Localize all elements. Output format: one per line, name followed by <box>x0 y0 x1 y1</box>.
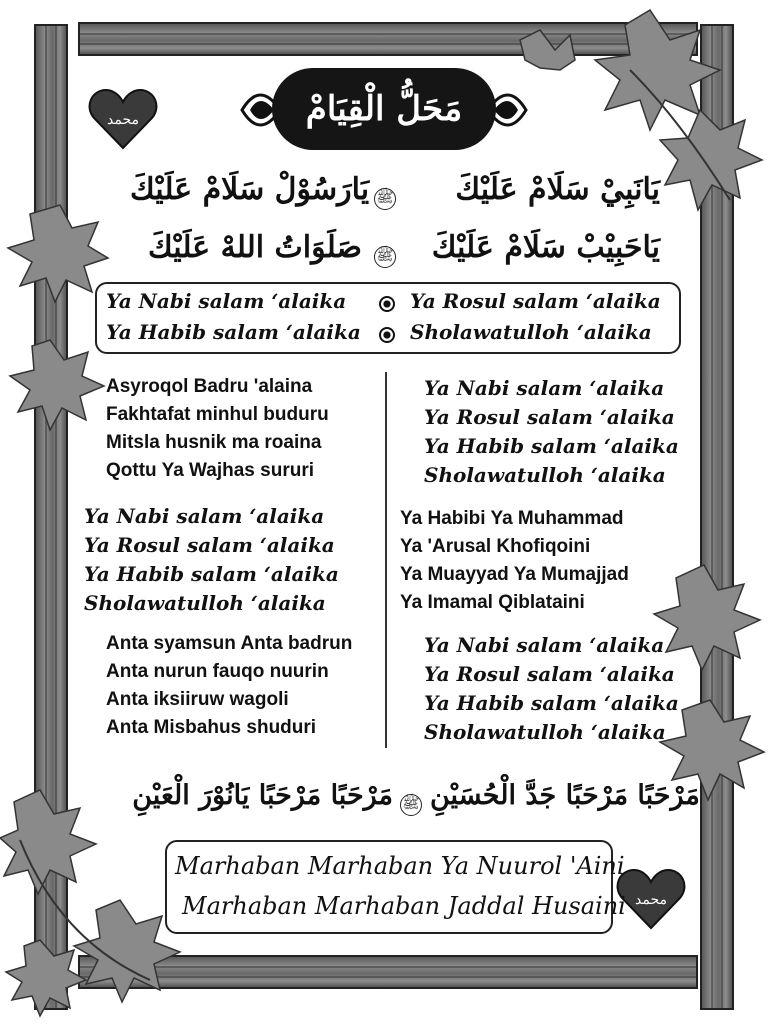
column-divider <box>385 372 387 748</box>
saw-symbol-2: ﷺ <box>374 246 396 268</box>
right-chorus1-line: Ya Nabi salam ‘alaika <box>424 376 665 400</box>
left-chorus-line: Ya Nabi salam ‘alaika <box>84 504 325 528</box>
bullet-icon <box>379 296 395 312</box>
left-chorus-line: Sholawatulloh ‘alaika <box>84 591 326 615</box>
right-chorus2-line: Sholawatulloh ‘alaika <box>424 720 666 744</box>
heart-muhammad-top-left-icon <box>88 88 158 150</box>
saw-symbol-3: ﷺ <box>400 794 422 816</box>
left-verse1-line: Asyroqol Badru 'alaina <box>106 376 313 397</box>
left-verse2-line: Anta nurun fauqo nuurin <box>106 661 329 682</box>
right-chorus1-line: Sholawatulloh ‘alaika <box>424 463 666 487</box>
arabic-line2-right: يَاحَبِيْبْ سَلَامْ عَلَيْكَ <box>431 230 660 265</box>
marhaban-latin-line2: Marhaban Marhaban Jaddal Husaini <box>182 892 626 920</box>
heart-text-top: محمد <box>107 112 139 128</box>
leaf-cluster-left-icon <box>0 200 110 450</box>
right-chorus2-line: Ya Nabi salam ‘alaika <box>424 633 665 657</box>
left-verse1-line: Mitsla husnik ma roaina <box>106 432 322 453</box>
right-verse-line: Ya Habibi Ya Muhammad <box>400 508 624 529</box>
left-verse2-line: Anta syamsun Anta badrun <box>106 633 353 654</box>
chorus-item: Sholawatulloh ‘alaika <box>410 320 652 344</box>
chorus-item: Ya Habib salam ‘alaika <box>106 320 361 344</box>
right-verse-line: Ya Muayyad Ya Mumajjad <box>400 564 629 585</box>
left-verse2-line: Anta Misbahus shuduri <box>106 717 317 738</box>
left-verse1-line: Qottu Ya Wajhas sururi <box>106 460 314 481</box>
heart-muhammad-bottom-right-icon <box>616 868 686 930</box>
right-verse-line: Ya 'Arusal Khofiqoini <box>400 536 591 557</box>
left-chorus-line: Ya Habib salam ‘alaika <box>84 562 339 586</box>
right-chorus1-line: Ya Habib salam ‘alaika <box>424 434 679 458</box>
page-title: مَحَلُّ الْقِيَامْ <box>272 68 496 150</box>
right-chorus1-line: Ya Rosul salam ‘alaika <box>424 405 675 429</box>
heart-text-bottom: محمد <box>635 892 667 908</box>
left-chorus-line: Ya Rosul salam ‘alaika <box>84 533 335 557</box>
bullet-icon <box>379 327 395 343</box>
chorus-item: Ya Rosul salam ‘alaika <box>410 289 661 313</box>
right-chorus2-line: Ya Rosul salam ‘alaika <box>424 662 675 686</box>
marhaban-latin-line1: Marhaban Marhaban Ya Nuurol 'Aini <box>175 852 625 880</box>
arabic-line1-right: يَانَبِيْ سَلَامْ عَلَيْكَ <box>455 172 660 207</box>
saw-symbol-1: ﷺ <box>374 188 396 210</box>
marhaban-arabic-right: مَرْحَبًا مَرْحَبًا يَانُوْرَ الْعَيْنِ <box>132 780 393 811</box>
arabic-line2-left: صَلَوَاتُ اللهْ عَلَيْكَ <box>148 230 363 265</box>
left-verse1-line: Fakhtafat minhul buduru <box>106 404 329 425</box>
marhaban-arabic-left: مَرْحَبًا مَرْحَبًا جَدَّ الْحُسَيْنِ <box>430 780 700 811</box>
arabic-line1-left: يَارَسُوْلْ سَلَامْ عَلَيْكَ <box>130 172 370 207</box>
chorus-item: Ya Nabi salam ‘alaika <box>106 289 347 313</box>
right-chorus2-line: Ya Habib salam ‘alaika <box>424 691 679 715</box>
right-verse-line: Ya Imamal Qiblataini <box>400 592 585 613</box>
left-verse2-line: Anta iksiiruw wagoli <box>106 689 289 710</box>
